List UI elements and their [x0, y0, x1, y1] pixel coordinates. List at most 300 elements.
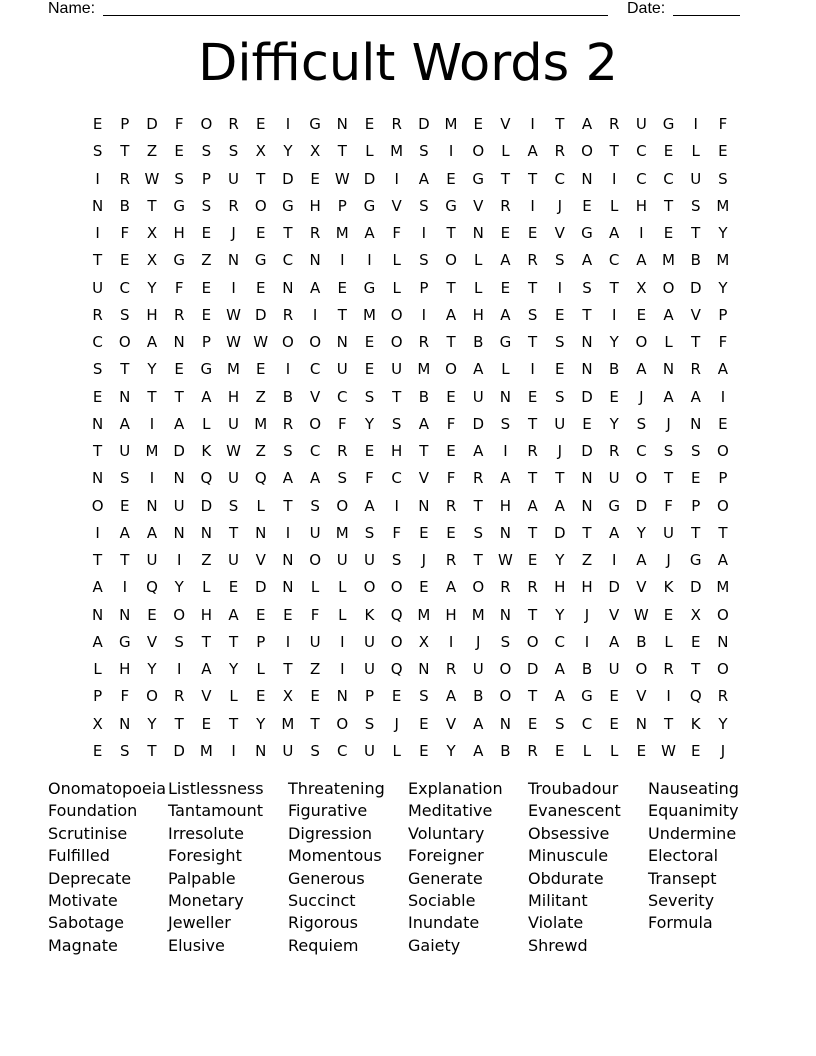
word-bank-item: Elusive — [168, 935, 225, 955]
grid-letter: S — [555, 251, 565, 270]
grid-letter: P — [718, 469, 728, 488]
grid-letter: J — [666, 551, 671, 569]
grid-letter: M — [145, 442, 159, 460]
grid-letter: I — [530, 196, 535, 215]
grid-letter: I — [611, 169, 617, 188]
grid-letter: E — [609, 387, 619, 406]
grid-letter: A — [636, 551, 647, 569]
grid-letter: W — [661, 741, 676, 760]
grid-letter: R — [173, 305, 185, 324]
grid-letter: L — [392, 251, 401, 270]
grid-letter: T — [718, 523, 728, 542]
grid-letter: L — [256, 660, 265, 678]
grid-letter: L — [338, 605, 347, 624]
grid-letter: B — [636, 632, 647, 651]
grid-letter: H — [309, 196, 321, 215]
grid-letter: T — [691, 660, 701, 678]
grid-letter: D — [554, 523, 566, 542]
grid-letter: Y — [555, 605, 565, 624]
grid-letter: H — [635, 196, 647, 215]
grid-letter: E — [364, 333, 375, 351]
grid-letter: P — [691, 496, 701, 515]
grid-letter: S — [364, 523, 375, 542]
grid-letter: O — [526, 632, 539, 651]
grid-letter: G — [173, 196, 185, 215]
grid-letter: E — [255, 224, 266, 242]
grid-letter: U — [228, 469, 240, 488]
grid-letter: P — [718, 305, 728, 324]
grid-letter: O — [309, 414, 321, 433]
grid-letter: V — [445, 714, 457, 733]
grid-letter: V — [690, 305, 701, 324]
grid-letter: R — [527, 578, 538, 597]
grid-letter: T — [337, 142, 347, 161]
grid-letter: S — [690, 442, 701, 460]
grid-letter: M — [716, 196, 730, 215]
grid-letter: N — [499, 714, 512, 733]
grid-letter: A — [473, 442, 484, 460]
grid-letter: J — [421, 551, 427, 569]
word-bank-item: Scrutinise — [48, 823, 128, 843]
grid-letter: R — [554, 142, 565, 161]
grid-letter: U — [472, 660, 484, 678]
word-bank-item: Voluntary — [408, 823, 485, 843]
word-bank-item: Explanation — [408, 779, 503, 798]
word-bank-item: Monetary — [168, 890, 244, 910]
grid-letter: H — [391, 442, 403, 460]
grid-letter: Z — [255, 387, 266, 406]
grid-letter: T — [663, 714, 674, 733]
grid-letter: A — [364, 224, 375, 242]
grid-letter: D — [472, 414, 484, 433]
grid-letter: A — [717, 360, 729, 379]
grid-letter: U — [363, 660, 375, 678]
grid-letter: M — [254, 414, 268, 433]
grid-letter: N — [173, 333, 185, 351]
grid-letter: U — [363, 551, 375, 569]
grid-letter: D — [581, 387, 593, 406]
grid-letter: T — [691, 523, 701, 542]
word-bank-item: Formula — [648, 913, 713, 933]
grid-letter: O — [445, 251, 457, 270]
grid-letter: T — [528, 333, 538, 351]
grid-letter: U — [608, 660, 620, 678]
grid-letter: Q — [200, 469, 213, 488]
grid-letter: T — [528, 687, 538, 706]
grid-letter: F — [365, 469, 374, 488]
grid-letter: A — [717, 551, 729, 569]
grid-letter: R — [445, 551, 457, 569]
grid-letter: O — [282, 333, 294, 351]
grid-letter: P — [201, 169, 211, 188]
grid-letter: A — [609, 523, 620, 542]
word-bank-item: Irresolute — [168, 823, 244, 843]
grid-letter: E — [446, 523, 456, 542]
grid-letter: S — [473, 523, 483, 542]
grid-letter: P — [120, 115, 130, 133]
grid-letter: Y — [283, 142, 293, 161]
grid-letter: X — [255, 142, 266, 161]
grid-letter: Y — [446, 741, 456, 760]
grid-letter: V — [201, 687, 212, 706]
grid-letter: Y — [718, 278, 728, 297]
grid-letter: W — [497, 551, 513, 569]
grid-letter: L — [582, 741, 592, 760]
grid-letter: H — [146, 305, 158, 324]
grid-letter: J — [476, 632, 481, 651]
grid-letter: T — [663, 469, 674, 488]
grid-letter: E — [609, 687, 619, 706]
grid-letter: I — [448, 632, 454, 651]
grid-letter: Q — [390, 605, 403, 624]
grid-letter: Z — [255, 442, 266, 460]
word-bank-item: Militant — [528, 890, 588, 910]
grid-letter: A — [527, 496, 538, 515]
grid-letter: U — [663, 523, 675, 542]
grid-letter: S — [337, 469, 348, 488]
grid-letter: I — [720, 387, 726, 406]
grid-letter: J — [720, 741, 726, 760]
grid-letter: U — [228, 169, 240, 188]
grid-letter: E — [527, 551, 538, 569]
grid-letter: P — [337, 196, 347, 215]
grid-letter: E — [201, 714, 212, 733]
grid-letter: O — [472, 578, 485, 597]
grid-letter: C — [92, 333, 103, 351]
grid-letter: A — [309, 278, 321, 297]
grid-letter: F — [446, 414, 456, 433]
grid-letter: N — [173, 523, 185, 542]
grid-letter: V — [391, 196, 402, 215]
grid-letter: L — [474, 278, 483, 297]
grid-letter: F — [337, 414, 347, 433]
grid-letter: T — [337, 305, 347, 324]
grid-letter: E — [255, 360, 266, 379]
grid-letter: L — [202, 414, 211, 433]
grid-letter: C — [337, 741, 348, 760]
grid-letter: I — [95, 224, 100, 242]
grid-letter: Q — [146, 578, 158, 597]
grid-letter: T — [609, 142, 619, 161]
grid-letter: F — [446, 469, 456, 488]
grid-letter: M — [199, 741, 213, 760]
grid-letter: O — [309, 551, 321, 569]
grid-letter: O — [717, 442, 729, 460]
grid-letter: F — [664, 496, 673, 515]
grid-letter: C — [636, 142, 647, 161]
grid-letter: A — [663, 305, 674, 324]
grid-letter: W — [226, 333, 241, 351]
grid-letter: Y — [718, 224, 728, 242]
word-bank-item: Succinct — [288, 890, 356, 910]
grid-letter: T — [500, 169, 510, 188]
grid-letter: E — [364, 115, 375, 133]
word-bank-item: Foundation — [48, 801, 138, 821]
grid-letter: M — [281, 714, 295, 733]
grid-letter: S — [92, 360, 103, 379]
grid-letter: T — [228, 523, 239, 542]
grid-letter: T — [228, 714, 239, 733]
grid-letter: A — [119, 414, 130, 433]
grid-letter: A — [201, 660, 212, 678]
grid-letter: O — [662, 278, 675, 297]
grid-letter: E — [92, 115, 103, 133]
grid-letter: A — [500, 305, 511, 324]
word-bank-item: Palpable — [168, 868, 236, 888]
grid-letter: W — [633, 605, 649, 624]
word-bank-item: Requiem — [288, 935, 359, 955]
grid-letter: I — [639, 224, 644, 242]
grid-letter: H — [227, 387, 240, 406]
grid-letter: S — [555, 387, 565, 406]
word-bank-item: Gaiety — [408, 935, 461, 955]
grid-letter: Q — [254, 469, 267, 488]
grid-letter: C — [581, 714, 593, 733]
grid-letter: N — [717, 632, 729, 651]
grid-letter: R — [473, 469, 484, 488]
grid-letter: N — [282, 551, 294, 569]
word-bank-item: Sabotage — [48, 913, 124, 933]
word-bank-item: Fulfilled — [48, 846, 110, 866]
grid-letter: I — [285, 632, 291, 651]
word-bank-item: Troubadour — [528, 779, 619, 798]
grid-letter: N — [91, 414, 104, 433]
grid-letter: G — [608, 496, 620, 515]
grid-letter: S — [555, 714, 565, 733]
grid-letter: T — [120, 551, 130, 569]
grid-letter: S — [310, 496, 320, 515]
grid-letter: U — [363, 632, 375, 651]
grid-letter: E — [555, 360, 565, 379]
grid-letter: E — [310, 169, 320, 188]
grid-letter: M — [362, 305, 376, 324]
grid-letter: A — [581, 115, 593, 133]
grid-letter: G — [581, 687, 593, 706]
grid-letter: O — [635, 469, 648, 488]
grid-letter: R — [500, 578, 511, 597]
grid-letter: O — [472, 142, 485, 161]
grid-letter: C — [554, 169, 566, 188]
grid-letter: R — [391, 115, 402, 133]
grid-letter: R — [690, 360, 701, 379]
grid-letter: Z — [201, 551, 212, 569]
grid-letter: N — [282, 578, 294, 597]
grid-letter: C — [663, 169, 674, 188]
grid-letter: L — [93, 660, 102, 678]
grid-letter: D — [173, 442, 185, 460]
grid-letter: J — [557, 196, 562, 215]
grid-letter: Z — [309, 660, 321, 678]
grid-letter: F — [120, 687, 130, 706]
grid-letter: A — [146, 523, 158, 542]
grid-letter: F — [120, 224, 130, 242]
grid-letter: L — [609, 196, 619, 215]
grid-letter: N — [581, 360, 593, 379]
grid-letter: V — [473, 196, 484, 215]
grid-letter: V — [609, 605, 620, 624]
grid-letter: E — [201, 224, 212, 242]
grid-letter: S — [636, 414, 647, 433]
grid-letter: X — [418, 632, 429, 651]
grid-letter: E — [92, 387, 103, 406]
grid-letter: S — [555, 333, 565, 351]
grid-letter: E — [419, 741, 429, 760]
grid-letter: D — [608, 578, 620, 597]
grid-letter: L — [229, 687, 238, 706]
grid-letter: J — [394, 714, 399, 733]
grid-letter: I — [176, 551, 182, 569]
grid-letter: U — [336, 551, 348, 569]
grid-letter: I — [176, 660, 182, 678]
grid-letter: N — [336, 333, 348, 351]
grid-letter: T — [528, 523, 538, 542]
grid-letter: S — [663, 442, 674, 460]
grid-letter: E — [582, 414, 592, 433]
grid-letter: H — [173, 224, 185, 242]
grid-letter: J — [584, 605, 590, 624]
grid-letter: M — [335, 523, 349, 542]
grid-letter: N — [200, 523, 212, 542]
grid-letter: E — [120, 251, 130, 270]
grid-letter: T — [256, 169, 266, 188]
grid-letter: E — [473, 115, 483, 133]
grid-letter: H — [119, 660, 131, 678]
grid-letter: V — [255, 551, 266, 569]
grid-letter: B — [473, 687, 484, 706]
grid-letter: S — [419, 687, 429, 706]
grid-letter: O — [336, 714, 349, 733]
grid-letter: G — [581, 224, 593, 242]
grid-letter: T — [582, 523, 592, 542]
grid-letter: N — [309, 251, 321, 270]
grid-letter: R — [500, 196, 511, 215]
grid-letter: U — [635, 115, 647, 133]
grid-letter: I — [340, 632, 345, 651]
grid-letter: I — [95, 523, 100, 542]
grid-letter: E — [174, 360, 184, 379]
grid-letter: T — [228, 632, 239, 651]
grid-letter: I — [285, 523, 291, 542]
grid-letter: F — [392, 224, 401, 242]
grid-letter: T — [147, 387, 157, 406]
grid-letter: N — [336, 115, 348, 133]
grid-letter: B — [418, 387, 429, 406]
grid-letter: M — [227, 360, 240, 379]
letter-grid — [84, 111, 737, 765]
grid-letter: Y — [555, 551, 565, 569]
grid-letter: T — [93, 442, 103, 460]
grid-letter: A — [663, 387, 674, 406]
header — [48, 0, 740, 18]
grid-letter: G — [363, 196, 376, 215]
grid-letter: W — [334, 169, 350, 188]
grid-letter: G — [309, 115, 321, 133]
grid-letter: T — [283, 224, 293, 242]
grid-letter: E — [255, 687, 266, 706]
grid-letter: O — [499, 687, 512, 706]
grid-letter: Y — [147, 360, 157, 379]
grid-letter: A — [174, 414, 185, 433]
name-field-line — [103, 15, 608, 16]
grid-letter: N — [119, 714, 131, 733]
grid-letter: T — [528, 414, 538, 433]
grid-letter: A — [201, 387, 212, 406]
grid-letter: E — [446, 169, 456, 188]
grid-letter: A — [228, 605, 239, 624]
grid-letter: G — [200, 360, 213, 379]
grid-letter: S — [364, 387, 375, 406]
grid-letter: S — [120, 305, 130, 324]
grid-letter: M — [417, 605, 431, 624]
grid-letter: R — [282, 305, 294, 324]
word-bank-item: Tantamount — [168, 801, 264, 821]
grid-letter: E — [690, 741, 701, 760]
grid-letter: T — [528, 278, 538, 297]
grid-letter: O — [254, 196, 267, 215]
grid-letter: E — [419, 714, 429, 733]
page-title: Difficult Words 2 — [198, 34, 618, 93]
grid-letter: A — [473, 360, 484, 379]
grid-letter: M — [390, 142, 404, 161]
grid-letter: T — [310, 714, 320, 733]
grid-letter: V — [418, 469, 429, 488]
grid-letter: S — [228, 142, 239, 161]
grid-letter: E — [718, 142, 728, 161]
grid-letter: S — [391, 551, 402, 569]
grid-letter: O — [717, 496, 729, 515]
grid-letter: D — [581, 442, 593, 460]
grid-letter: A — [554, 496, 565, 515]
grid-letter: R — [282, 414, 294, 433]
word-bank-item: Listlessness — [168, 779, 264, 798]
grid-letter: T — [174, 714, 184, 733]
grid-letter: U — [608, 469, 620, 488]
grid-letter: X — [146, 251, 158, 270]
grid-letter: U — [146, 551, 158, 569]
grid-letter: S — [283, 442, 293, 460]
grid-letter: Q — [689, 687, 702, 706]
grid-letter: C — [337, 387, 348, 406]
grid-letter: H — [445, 605, 457, 624]
grid-letter: I — [611, 551, 617, 569]
word-bank-item: Sociable — [408, 890, 476, 910]
grid-letter: Y — [609, 333, 619, 351]
grid-letter: S — [527, 305, 538, 324]
grid-letter: X — [690, 605, 701, 624]
grid-letter: N — [662, 360, 675, 379]
grid-letter: N — [635, 714, 647, 733]
grid-letter: G — [282, 196, 294, 215]
grid-letter: E — [255, 115, 266, 133]
word-bank-item: Severity — [648, 890, 715, 910]
grid-letter: J — [639, 387, 644, 406]
grid-letter: E — [228, 578, 239, 597]
grid-letter: L — [392, 278, 401, 297]
grid-letter: E — [582, 196, 592, 215]
word-bank-item: Minuscule — [528, 846, 609, 866]
grid-letter: X — [309, 142, 321, 161]
grid-letter: E — [636, 741, 647, 760]
grid-letter: S — [364, 714, 375, 733]
grid-letter: C — [309, 360, 321, 379]
grid-letter: I — [340, 660, 345, 678]
grid-letter: T — [473, 496, 483, 515]
grid-letter: R — [527, 442, 538, 460]
word-bank-item: Equanimity — [648, 801, 739, 821]
grid-letter: E — [446, 387, 456, 406]
grid-letter: R — [527, 741, 538, 760]
grid-letter: R — [717, 687, 729, 706]
